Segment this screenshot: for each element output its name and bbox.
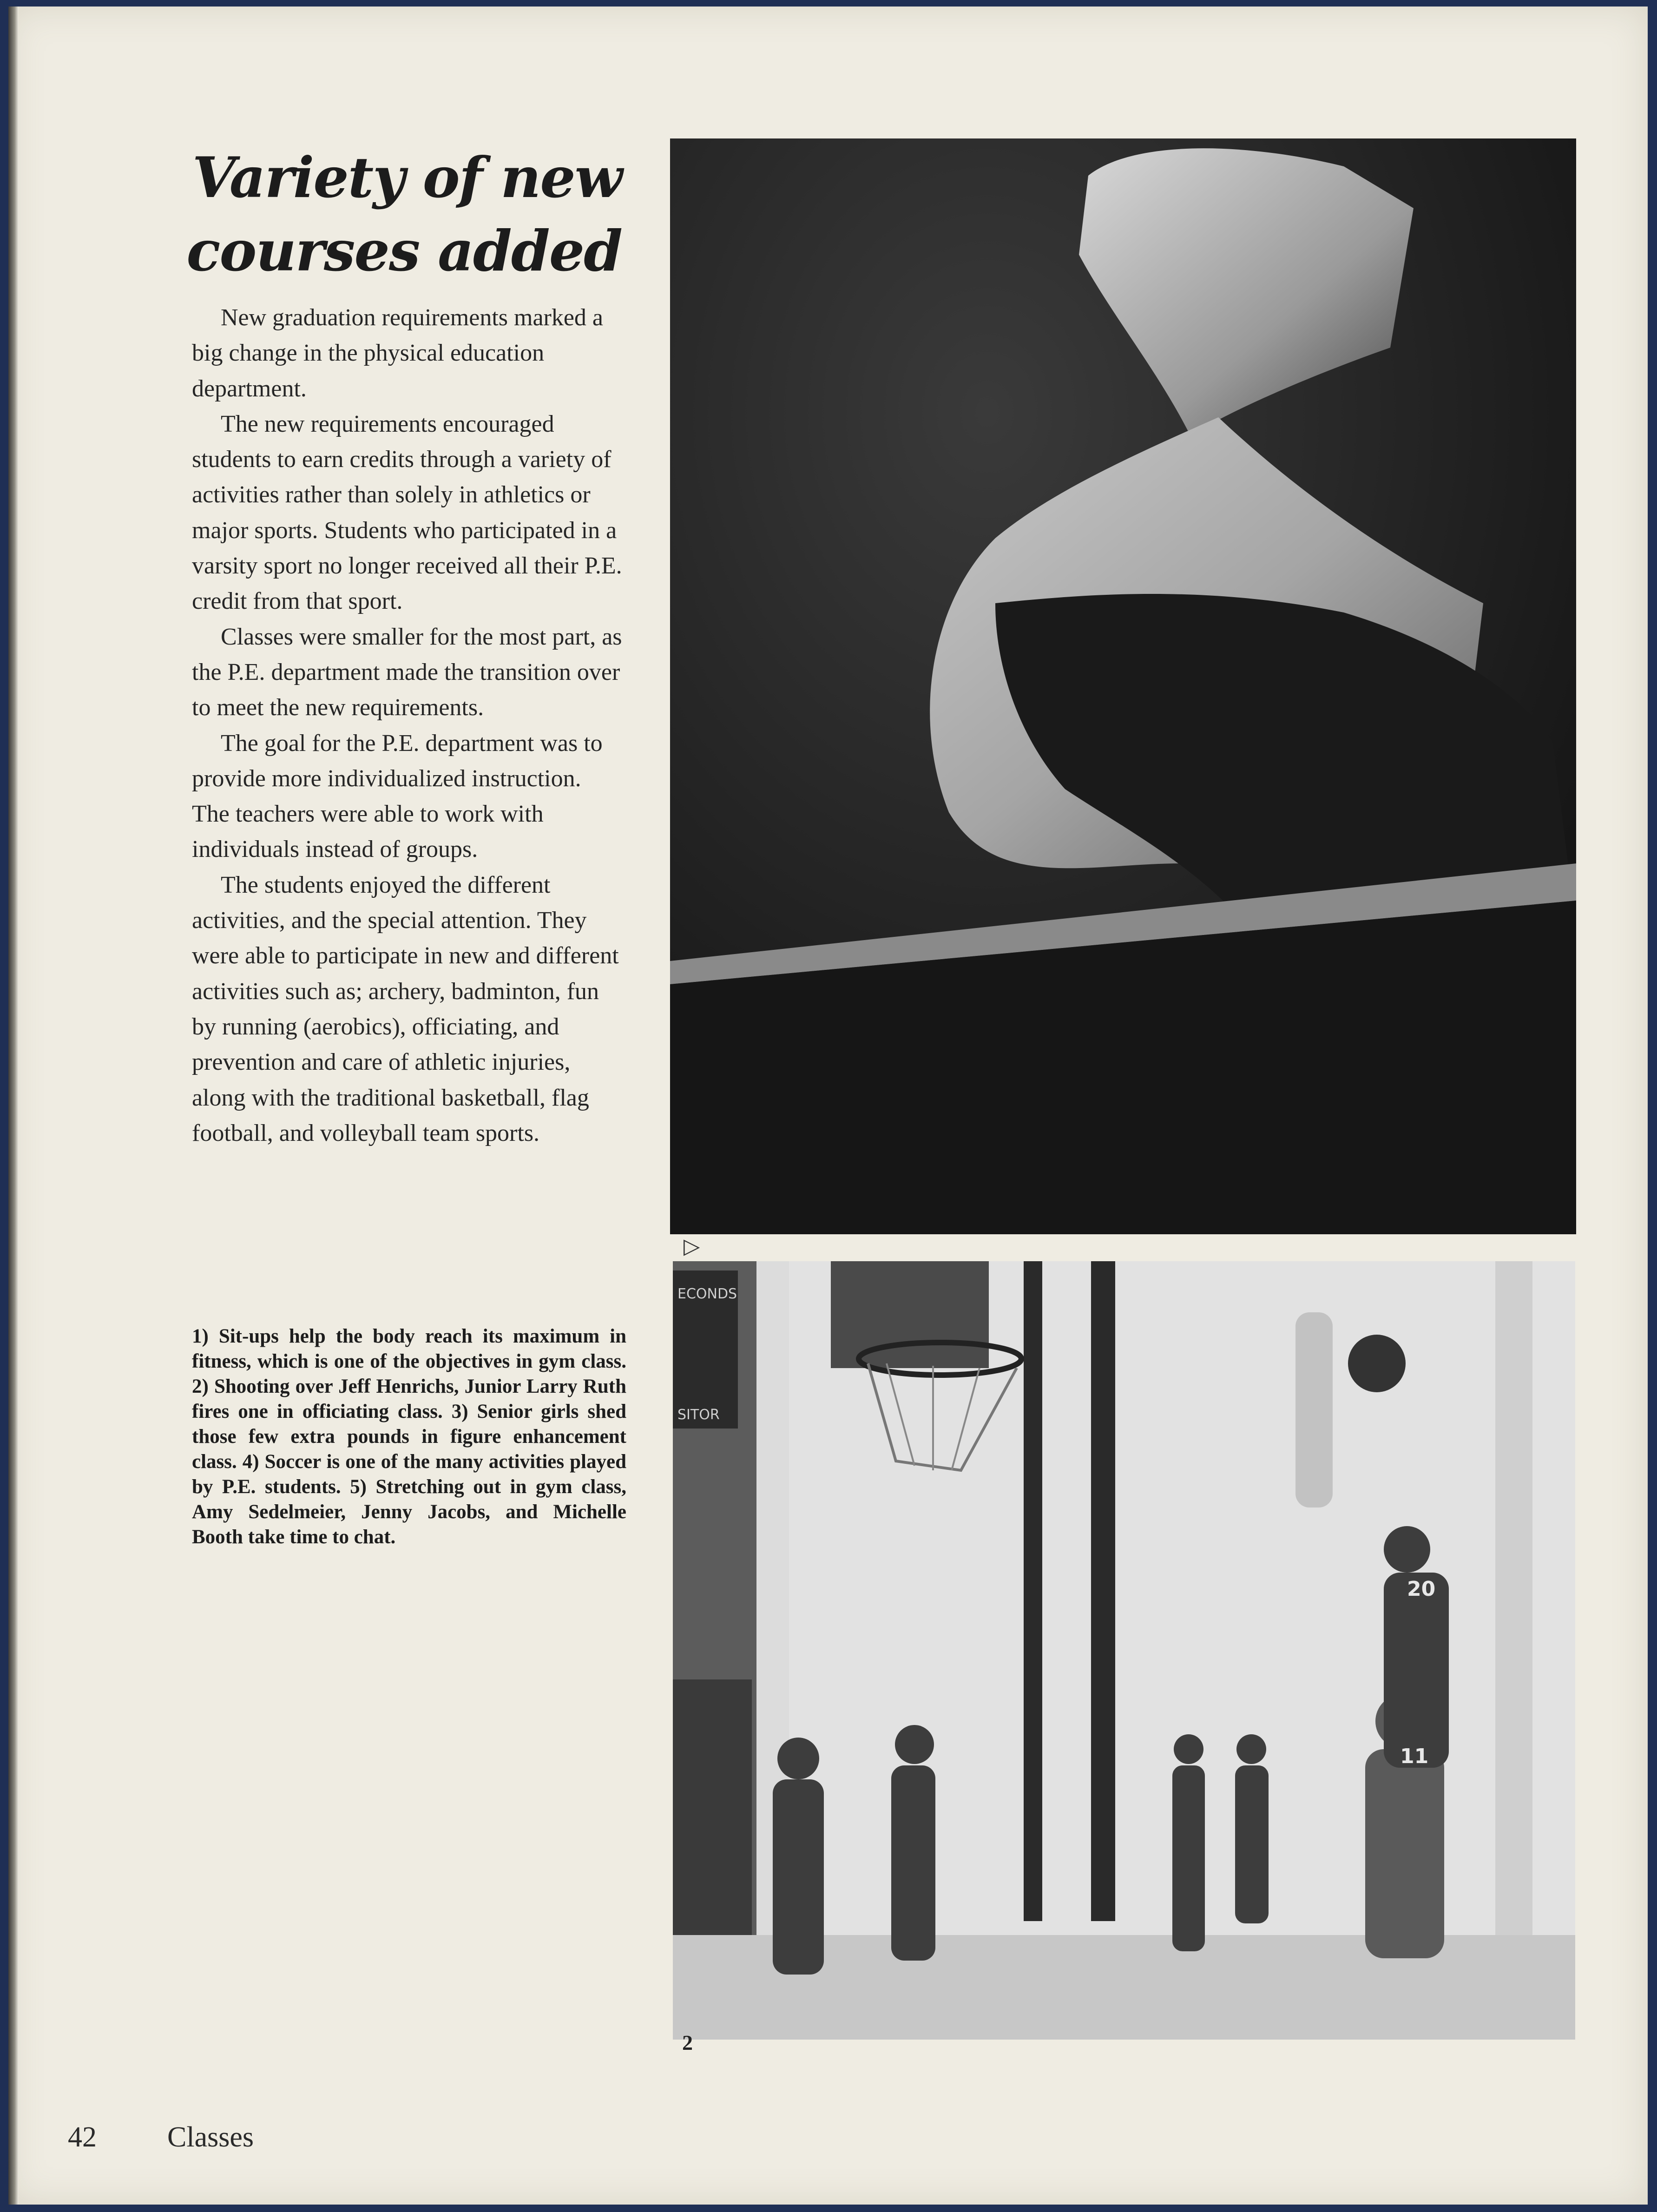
article-headline [148,141,622,288]
jersey-number-front: 20 [1407,1577,1436,1601]
scoreboard-text-top: ECONDS [677,1286,737,1302]
photo-2-number: 2 [682,2031,693,2054]
photo-situps-image [670,138,1576,1234]
photo-captions: 1) Sit-ups help the body reach its maximum in fitness, which is one of the objectives in gym class. 2) Shooting over Jeff Henrichs, Junior Larry Ruth fires one in officiating class. 3) Senior girls shed those few extra pounds in figure enhancement class. 4) Soccer is one of the many activities played by P.E. students. 5) Stretching out in gym class, Amy Sedelmeier, Jenny Jacobs, and Michelle Booth take time to chat. [192,1325,626,1548]
yearbook-page [8,7,1648,2205]
photo-basketball [673,1261,1575,2040]
body-paragraph-2: The new requirements encouraged students to earn credits through a variety of activities rather than solely in athletics or major sports. Students who participated in a varsity sport no longer received all their P.E. credit from that sport. [192,410,622,615]
photo-basketball-image [673,1261,1575,2040]
body-paragraph-5: The students enjoyed the different activities, and the special attention. They were able to participate in new and different activities such as; archery, badminton, fun by running (aerobics), officiating, and prevention and care of athletic injuries, along with the traditional basketball, flag football, and volleyball team sports. [192,871,619,1146]
body-paragraph-1: New graduation requirements marked a big change in the physical education department. [192,304,604,402]
body-paragraph-4: The goal for the P.E. department was to provide more individualized instruction. The teachers were able to work with individuals instead of groups. [192,730,603,863]
page-number: 42 [68,2121,97,2153]
photo-situps [670,138,1576,1234]
body-paragraph-3: Classes were smaller for the most part, as the P.E. department made the transition over to meet the new requirements. [192,623,622,721]
headline-line-2: courses added [186,218,622,284]
page-spine-shadow [8,7,19,2205]
article-body [192,300,624,1151]
section-name: Classes [167,2121,254,2153]
jersey-number-back: 11 [1400,1745,1429,1768]
photo-1-marker: ▷ [684,1233,700,1258]
scoreboard-text-bottom: SITOR [677,1407,720,1423]
headline-line-1: Variety of new [192,145,622,211]
